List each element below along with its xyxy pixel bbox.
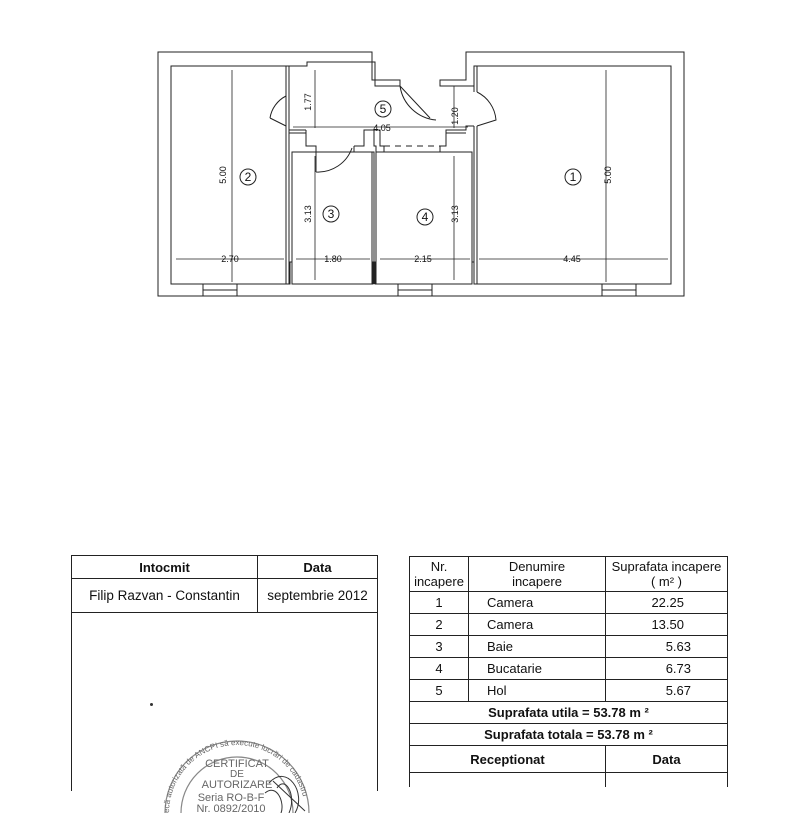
stamp-line-5: Nr. 0892/2010 — [196, 803, 266, 813]
room-num: 4 — [410, 658, 469, 680]
table-row — [410, 680, 728, 702]
room-label-5: 5 — [379, 102, 387, 116]
rooms-table — [409, 556, 728, 787]
room-area: 13.50 — [606, 614, 728, 636]
authorization-stamp — [157, 723, 317, 813]
header-sup-line1: Suprafata incapere — [611, 559, 722, 574]
dim-120: 1.20 — [450, 107, 460, 125]
room-2-wall — [171, 66, 289, 284]
stamp-line-4: Seria RO-B-F — [197, 792, 265, 804]
room-area: 6.73 — [606, 658, 728, 680]
header-den-line2: incapere — [512, 574, 562, 589]
header-nr-line1: Nr. — [430, 559, 448, 574]
room-name: Camera — [469, 614, 606, 636]
door-room2 — [270, 96, 286, 126]
receptionat-blank — [410, 773, 606, 788]
header-sup-line2: ( m² ) — [650, 574, 683, 589]
door-room1 — [477, 92, 496, 126]
header-den-line1: Denumire — [508, 559, 566, 574]
header-denumire — [469, 557, 606, 592]
table-row — [410, 614, 728, 636]
room-label-3: 3 — [327, 207, 335, 221]
hall-bottom-wall — [289, 126, 474, 284]
room-num: 2 — [410, 614, 469, 636]
room-num: 5 — [410, 680, 469, 702]
author-name: Filip Razvan - Constantin — [72, 579, 258, 613]
room-name: Camera — [469, 592, 606, 614]
stamp-line-3: AUTORIZARE — [201, 779, 273, 791]
stamp-area — [72, 613, 378, 813]
suprafata-totala: Suprafata totala = 53.78 m ² — [410, 724, 728, 746]
header-nr — [410, 557, 469, 592]
windows — [203, 284, 636, 296]
room-num: 1 — [410, 592, 469, 614]
dim-405: 4.05 — [373, 123, 391, 133]
dim-177: 1.77 — [303, 93, 313, 111]
dim-270: 2.70 — [221, 254, 239, 264]
dim-500-left: 5.00 — [218, 166, 228, 184]
dim-215: 2.15 — [414, 254, 432, 264]
dot-mark — [150, 703, 153, 706]
dim-500-right: 5.00 — [603, 166, 613, 184]
dim-313-left: 3.13 — [303, 205, 313, 223]
room-num: 3 — [410, 636, 469, 658]
room-name: Bucatarie — [469, 658, 606, 680]
room-label-1: 1 — [569, 170, 577, 184]
table-row — [410, 592, 728, 614]
door-entrance — [400, 86, 436, 120]
header-intocmit: Intocmit — [72, 556, 258, 579]
room-area: 5.67 — [606, 680, 728, 702]
stamp-ring-text: ecă autorizată de ANCPI să execute lucrări de cadastru — [161, 738, 310, 813]
room-name: Baie — [469, 636, 606, 658]
suprafata-utila: Suprafata utila = 53.78 m ² — [410, 702, 728, 724]
room-name: Hol — [469, 680, 606, 702]
dim-313-right: 3.13 — [450, 205, 460, 223]
room-label-2: 2 — [244, 170, 252, 184]
table-row — [410, 636, 728, 658]
header-data: Data — [258, 556, 378, 579]
dim-180: 1.80 — [324, 254, 342, 264]
stamp-line-2: DE — [230, 769, 244, 780]
stamp-line-1: CERTIFICAT — [205, 758, 269, 770]
header-suprafata — [606, 557, 728, 592]
author-date: septembrie 2012 — [258, 579, 378, 613]
room-area: 5.63 — [606, 636, 728, 658]
room-label-4: 4 — [421, 210, 429, 224]
header-receptionat: Receptionat — [410, 746, 606, 773]
room-area: 22.25 — [606, 592, 728, 614]
receptionat-data-blank — [606, 773, 728, 788]
table-row — [410, 658, 728, 680]
author-table — [71, 555, 378, 813]
dim-445: 4.45 — [563, 254, 581, 264]
header-nr-line2: incapere — [414, 574, 464, 589]
wall-1-hall — [474, 66, 477, 284]
header-receptionat-data: Data — [606, 746, 728, 773]
